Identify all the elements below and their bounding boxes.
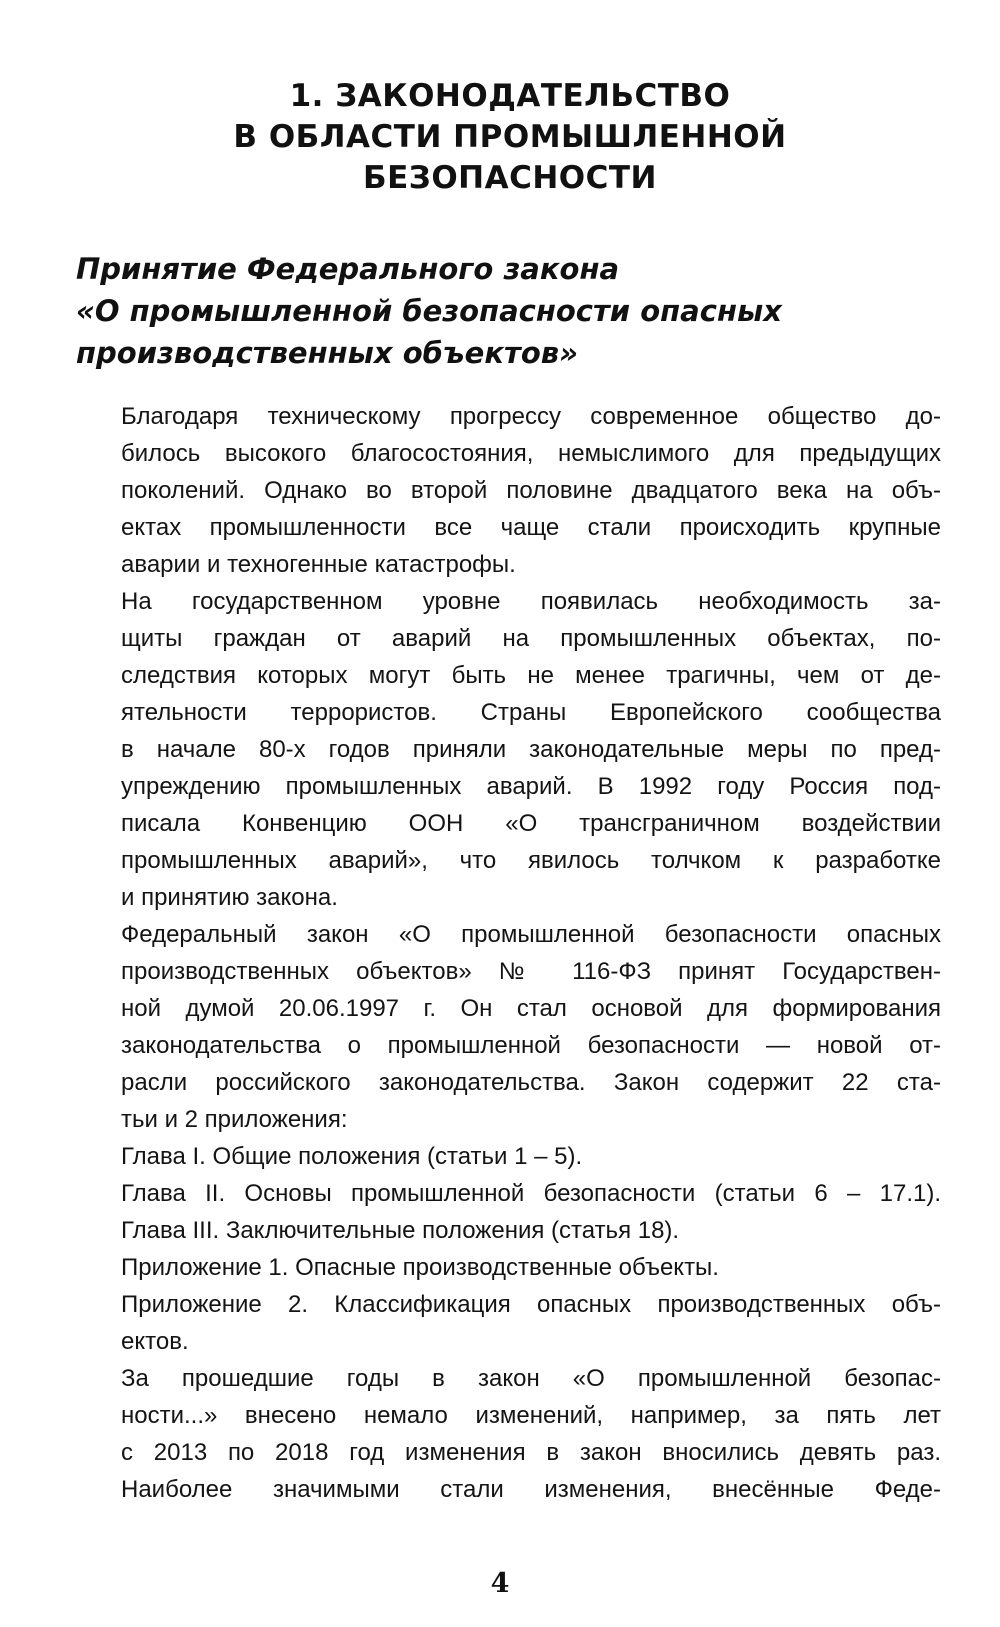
text-line: Глава III. Заключительные положения (статья 18).: [121, 1217, 680, 1244]
text-line: в начале 80-х годов приняли законодательные меры по пред-: [121, 736, 941, 763]
text-line: ной думой 20.06.1997 г. Он стал основой для формирования: [121, 995, 941, 1022]
chapter-title-line: В ОБЛАСТИ ПРОМЫШЛЕННОЙ: [233, 119, 787, 155]
text-line: За прошедшие годы в закон «О промышленной безопас-: [121, 1365, 941, 1392]
text-line: Глава I. Общие положения (статьи 1 – 5).: [121, 1143, 583, 1170]
text-line: Глава II. Основы промышленной безопасности (статьи 6 – 17.1).: [121, 1180, 941, 1207]
text-line: производственных объектов» № 116-ФЗ принят Государствен-: [121, 958, 941, 985]
text-line: писала Конвенцию ООН «О трансграничном воздействии: [121, 810, 941, 837]
text-line: тьи и 2 приложения:: [121, 1106, 348, 1133]
text-line: следствия которых могут быть не менее трагичны, чем от де-: [121, 662, 941, 689]
text-line: щиты граждан от аварий на промышленных объектах, по-: [121, 625, 941, 652]
text-line: промышленных аварий», что явилось толчком к разработке: [121, 847, 941, 874]
section-title-line: Принятие Федерального закона: [76, 252, 620, 286]
text-line: На государственном уровне появилась необходимость за-: [121, 588, 941, 615]
text-line: поколений. Однако во второй половине двадцатого века на объ-: [121, 477, 941, 504]
text-line: Наиболее значимыми стали изменения, внесённые Феде-: [121, 1476, 941, 1503]
text-line: и принятию закона.: [121, 884, 338, 911]
text-line: с 2013 по 2018 год изменения в закон вносились девять раз.: [121, 1439, 941, 1466]
chapter-title: [150, 76, 870, 199]
text-line: упреждению промышленных аварий. В 1992 году Россия под-: [121, 773, 941, 800]
text-line: расли российского законодательства. Закон содержит 22 ста-: [121, 1069, 941, 1096]
text-line: ности...» внесено немало изменений, например, за пять лет: [121, 1402, 941, 1429]
text-line: Приложение 1. Опасные производственные объекты.: [121, 1254, 719, 1281]
text-line: билось высокого благосостояния, немыслимого для предыдущих: [121, 440, 941, 467]
page-number: 4: [490, 1568, 510, 1599]
text-line: ятельности террористов. Страны Европейского сообщества: [121, 699, 941, 726]
body-text: [121, 398, 941, 1508]
section-title: [76, 248, 956, 374]
text-line: Приложение 2. Классификация опасных производственных объ-: [121, 1291, 941, 1318]
section-title-line: «О промышленной безопасности опасных: [76, 294, 782, 328]
text-line: аварии и техногенные катастрофы.: [121, 551, 516, 578]
text-line: ектов.: [121, 1328, 189, 1355]
chapter-title-line: БЕЗОПАСНОСТИ: [362, 160, 657, 196]
text-line: ектах промышленности все чаще стали происходить крупные: [121, 514, 941, 541]
section-title-line: производственных объектов»: [76, 336, 578, 370]
text-line: Благодаря техническому прогрессу современное общество до-: [121, 403, 941, 430]
text-line: Федеральный закон «О промышленной безопасности опасных: [121, 921, 941, 948]
text-line: законодательства о промышленной безопасности — новой от-: [121, 1032, 941, 1059]
chapter-title-line: 1. ЗАКОНОДАТЕЛЬСТВО: [289, 78, 731, 114]
